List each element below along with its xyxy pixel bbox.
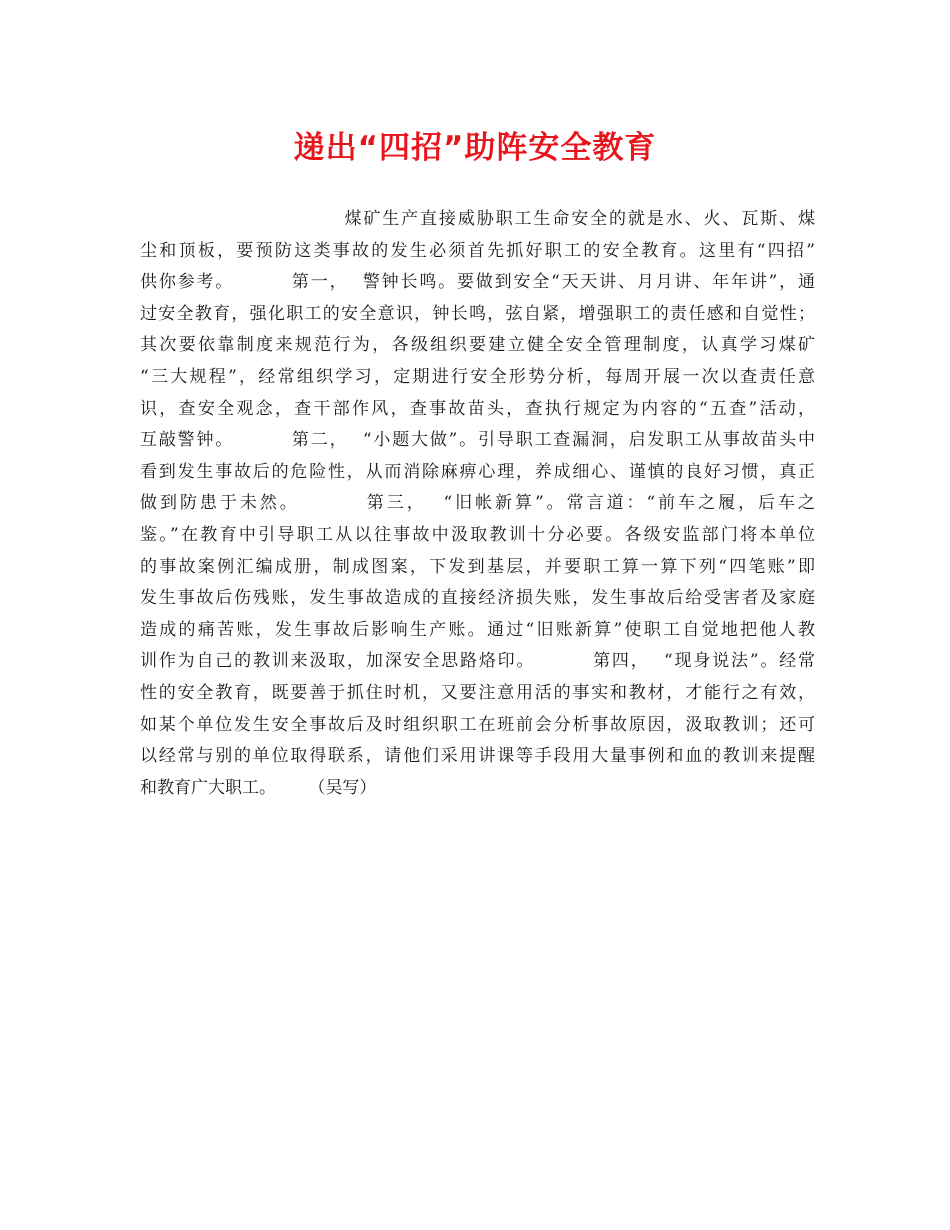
- body-line: 互敲警钟。 第二， “小题大做”。引导职工查漏洞，启发职工从事故苗头中: [140, 430, 815, 451]
- body-line: 尘和顶板，要预防这类事故的发生必须首先抓好职工的安全教育。这里有“四招”: [140, 240, 815, 261]
- body-line: 鉴。”在教育中引导职工从以往事故中汲取教训十分必要。各级安监部门将本单位: [140, 524, 815, 545]
- body-line: 训作为自己的教训来汲取，加深安全思路烙印。 第四， “现身说法”。经常: [140, 651, 815, 672]
- body-line: 识，查安全观念，查干部作风，查事故苗头，查执行规定为内容的“五查”活动，: [140, 398, 815, 419]
- body-line: 发生事故后伤残账，发生事故造成的直接经济损失账，发生事故后给受害者及家庭: [140, 588, 815, 609]
- body-line-last: 和教育广大职工。 （吴写）: [140, 777, 377, 798]
- body-line: 如某个单位发生安全事故后及时组织职工在班前会分析事故原因，汲取教训；还可: [140, 714, 815, 735]
- document-body: [140, 204, 815, 804]
- body-line: 过安全教育，强化职工的安全意识，钟长鸣，弦自紧，增强职工的责任感和自觉性；: [140, 303, 815, 324]
- body-line: 做到防患于未然。 第三， “旧帐新算”。常言道：“前车之履，后车之: [140, 493, 815, 514]
- body-line: 造成的痛苦账，发生事故后影响生产账。通过“旧账新算”使职工自觉地把他人教: [140, 619, 815, 640]
- body-line: 的事故案例汇编成册，制成图案，下发到基层，并要职工算一算下列“四笔账”即: [140, 556, 815, 577]
- body-line: 以经常与别的单位取得联系，请他们采用讲课等手段用大量事例和血的教训来提醒: [140, 746, 815, 767]
- document-title: 递出“四招”助阵安全教育: [293, 130, 657, 166]
- body-line: 供你参考。 第一， 警钟长鸣。要做到安全“天天讲、月月讲、年年讲”，通: [140, 272, 815, 293]
- body-line: 煤矿生产直接威胁职工生命安全的就是水、火、瓦斯、煤: [140, 209, 815, 229]
- body-line: “三大规程”，经常组织学习，定期进行安全形势分析，每周开展一次以查责任意: [140, 366, 815, 387]
- body-line: 其次要依靠制度来规范行为，各级组织要建立健全安全管理制度，认真学习煤矿: [140, 335, 815, 356]
- body-line: 性的安全教育，既要善于抓住时机，又要注意用活的事实和教材，才能行之有效，: [140, 682, 815, 703]
- body-line: 看到发生事故后的危险性，从而消除麻痹心理，养成细心、谨慎的良好习惯，真正: [140, 461, 815, 482]
